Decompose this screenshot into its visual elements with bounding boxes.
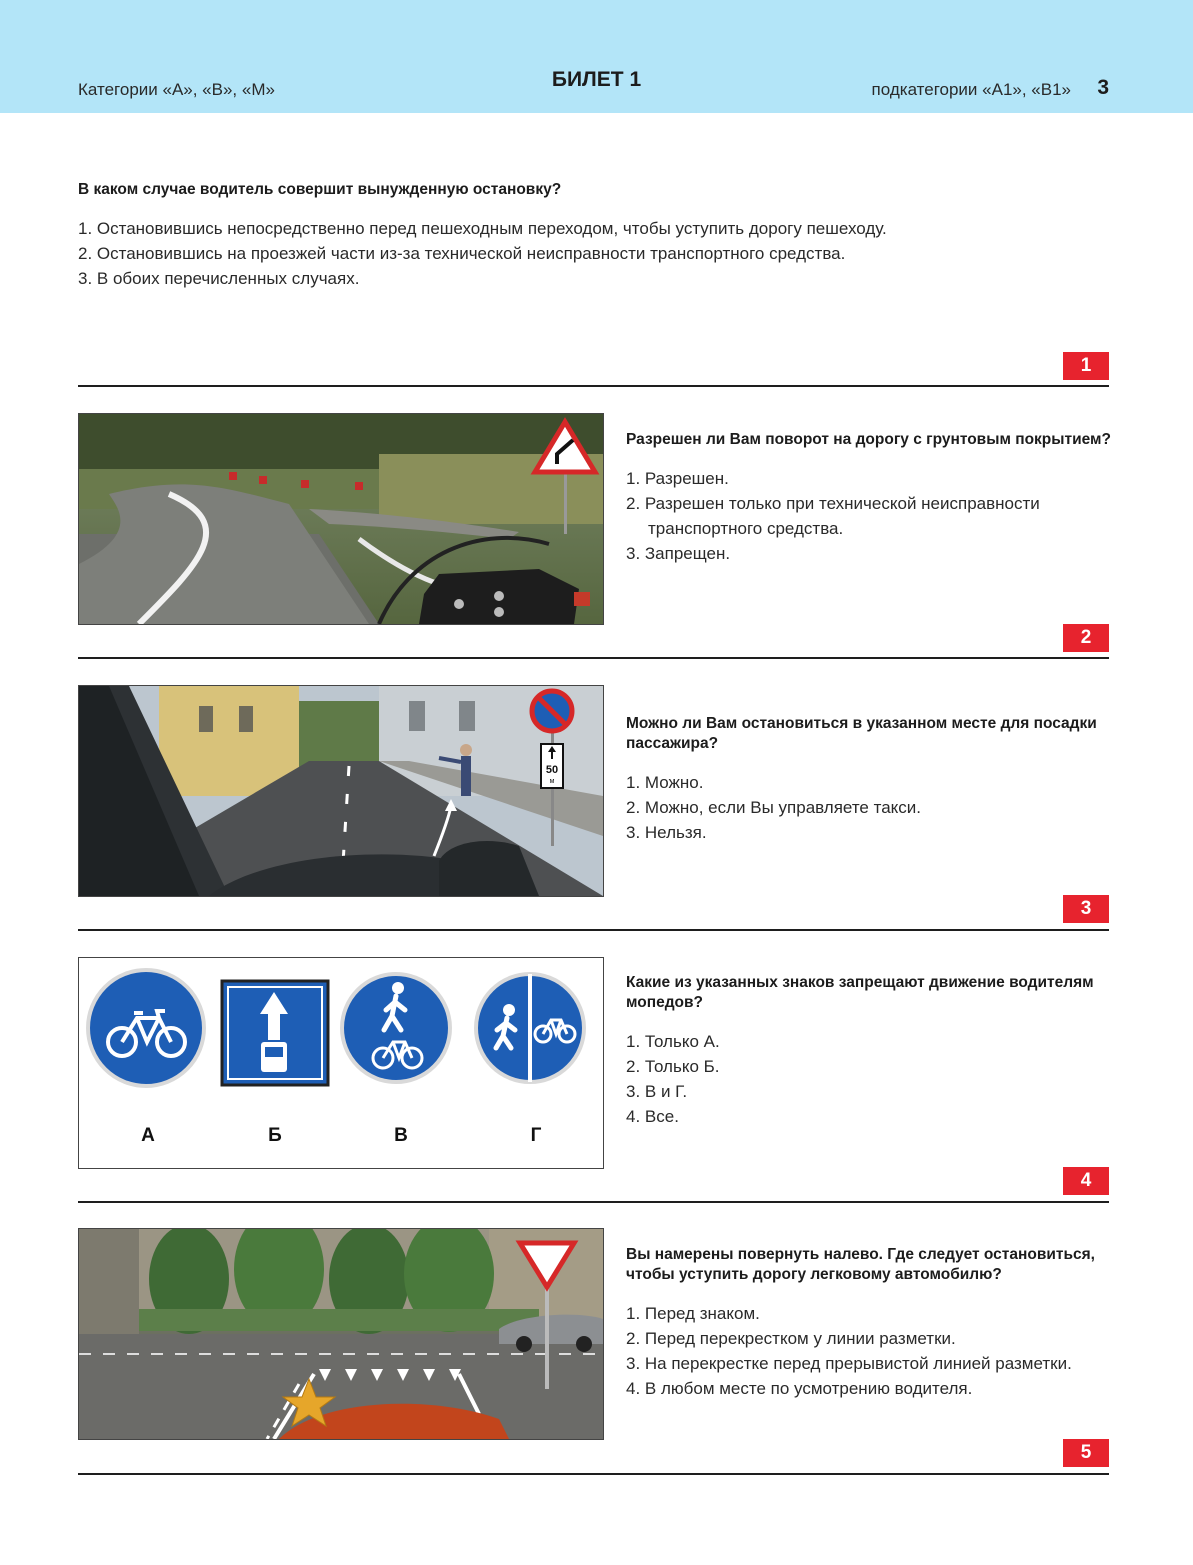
question-2-text: Разрешен ли Вам поворот на дорогу с грунтовым покрытием? <box>626 431 1111 448</box>
answer-option[interactable]: 3. Запрещен. <box>626 544 731 563</box>
sign-label-g: Г <box>530 1125 542 1146</box>
divider <box>78 385 1109 387</box>
question-2 <box>626 430 1116 566</box>
bus-lane-sign-icon <box>222 981 328 1085</box>
page-number: 3 <box>1097 76 1109 99</box>
question-3-options <box>626 770 1116 845</box>
answer-option[interactable]: 4. Все. <box>626 1107 679 1126</box>
question-2-options <box>626 466 1116 566</box>
question-2-image <box>78 413 604 625</box>
question-1-number-badge: 1 <box>1063 352 1109 380</box>
divider <box>78 657 1109 659</box>
answer-option[interactable]: 1. Только А. <box>626 1032 720 1051</box>
shared-path-sign-icon <box>342 974 450 1082</box>
answer-option[interactable]: 2. Только Б. <box>626 1057 720 1076</box>
question-3 <box>626 714 1116 845</box>
question-4 <box>626 973 1116 1129</box>
question-4-number-badge: 4 <box>1063 1167 1109 1195</box>
header-categories: Категории «А», «В», «М» <box>78 80 275 99</box>
answer-option[interactable]: 3. На перекрестке перед прерывистой линией разметки. <box>626 1354 1072 1373</box>
header-subcategories: подкатегории «А1», «В1» <box>871 80 1071 99</box>
divider <box>78 929 1109 931</box>
question-5-text: Вы намерены повернуть налево. Где следует остановиться, чтобы уступить дорогу легковому автомобилю? <box>626 1246 1095 1283</box>
page-header <box>0 0 1193 113</box>
divider <box>78 1201 1109 1203</box>
sign-label-a: А <box>141 1125 155 1146</box>
answer-option[interactable]: 3. В и Г. <box>626 1082 688 1101</box>
question-5-options <box>626 1301 1116 1401</box>
answer-option[interactable]: 2. Остановившись на проезжей части из-за технической неисправности транспортного средства. <box>78 244 846 263</box>
question-2-number-badge: 2 <box>1063 624 1109 652</box>
question-4-image <box>78 957 604 1169</box>
answer-option[interactable]: 2. Можно, если Вы управляете такси. <box>626 798 921 817</box>
separated-path-sign-icon <box>476 974 584 1082</box>
answer-option[interactable]: 1. Разрешен. <box>626 469 729 488</box>
question-5-number-badge: 5 <box>1063 1439 1109 1467</box>
answer-option[interactable]: 3. В обоих перечисленных случаях. <box>78 269 360 288</box>
ticket-title: БИЛЕТ 1 <box>551 68 642 91</box>
answer-option[interactable]: 1. Можно. <box>626 773 704 792</box>
question-4-options <box>626 1029 1116 1129</box>
question-4-text: Какие из указанных знаков запрещают движение водителям мопедов? <box>626 974 1094 1011</box>
answer-option[interactable]: 2. Разрешен только при технической неисправности транспортного средства. <box>626 494 1040 538</box>
question-3-text: Можно ли Вам остановиться в указанном месте для посадки пассажира? <box>626 715 1097 752</box>
question-1-text: В каком случае водитель совершит вынужденную остановку? <box>78 181 562 198</box>
sign-plate-unit: м <box>549 778 555 785</box>
answer-option[interactable]: 1. Перед знаком. <box>626 1304 760 1323</box>
sign-plate-distance: 50 <box>545 764 559 776</box>
question-3-number-badge: 3 <box>1063 895 1109 923</box>
question-5 <box>626 1245 1116 1401</box>
sign-label-v: В <box>394 1125 408 1146</box>
sign-label-b: Б <box>268 1125 282 1146</box>
question-3-image <box>78 685 604 897</box>
answer-option[interactable]: 3. Нельзя. <box>626 823 707 842</box>
divider <box>78 1473 1109 1475</box>
answer-option[interactable]: 4. В любом месте по усмотрению водителя. <box>626 1379 973 1398</box>
question-1-options <box>78 216 1108 291</box>
answer-option[interactable]: 2. Перед перекрестком у линии разметки. <box>626 1329 956 1348</box>
bicycle-sign-icon <box>88 970 204 1086</box>
question-1 <box>78 180 1108 291</box>
answer-option[interactable]: 1. Остановившись непосредственно перед пешеходным переходом, чтобы уступить дорогу пешеходу. <box>78 219 887 238</box>
question-5-image <box>78 1228 604 1440</box>
